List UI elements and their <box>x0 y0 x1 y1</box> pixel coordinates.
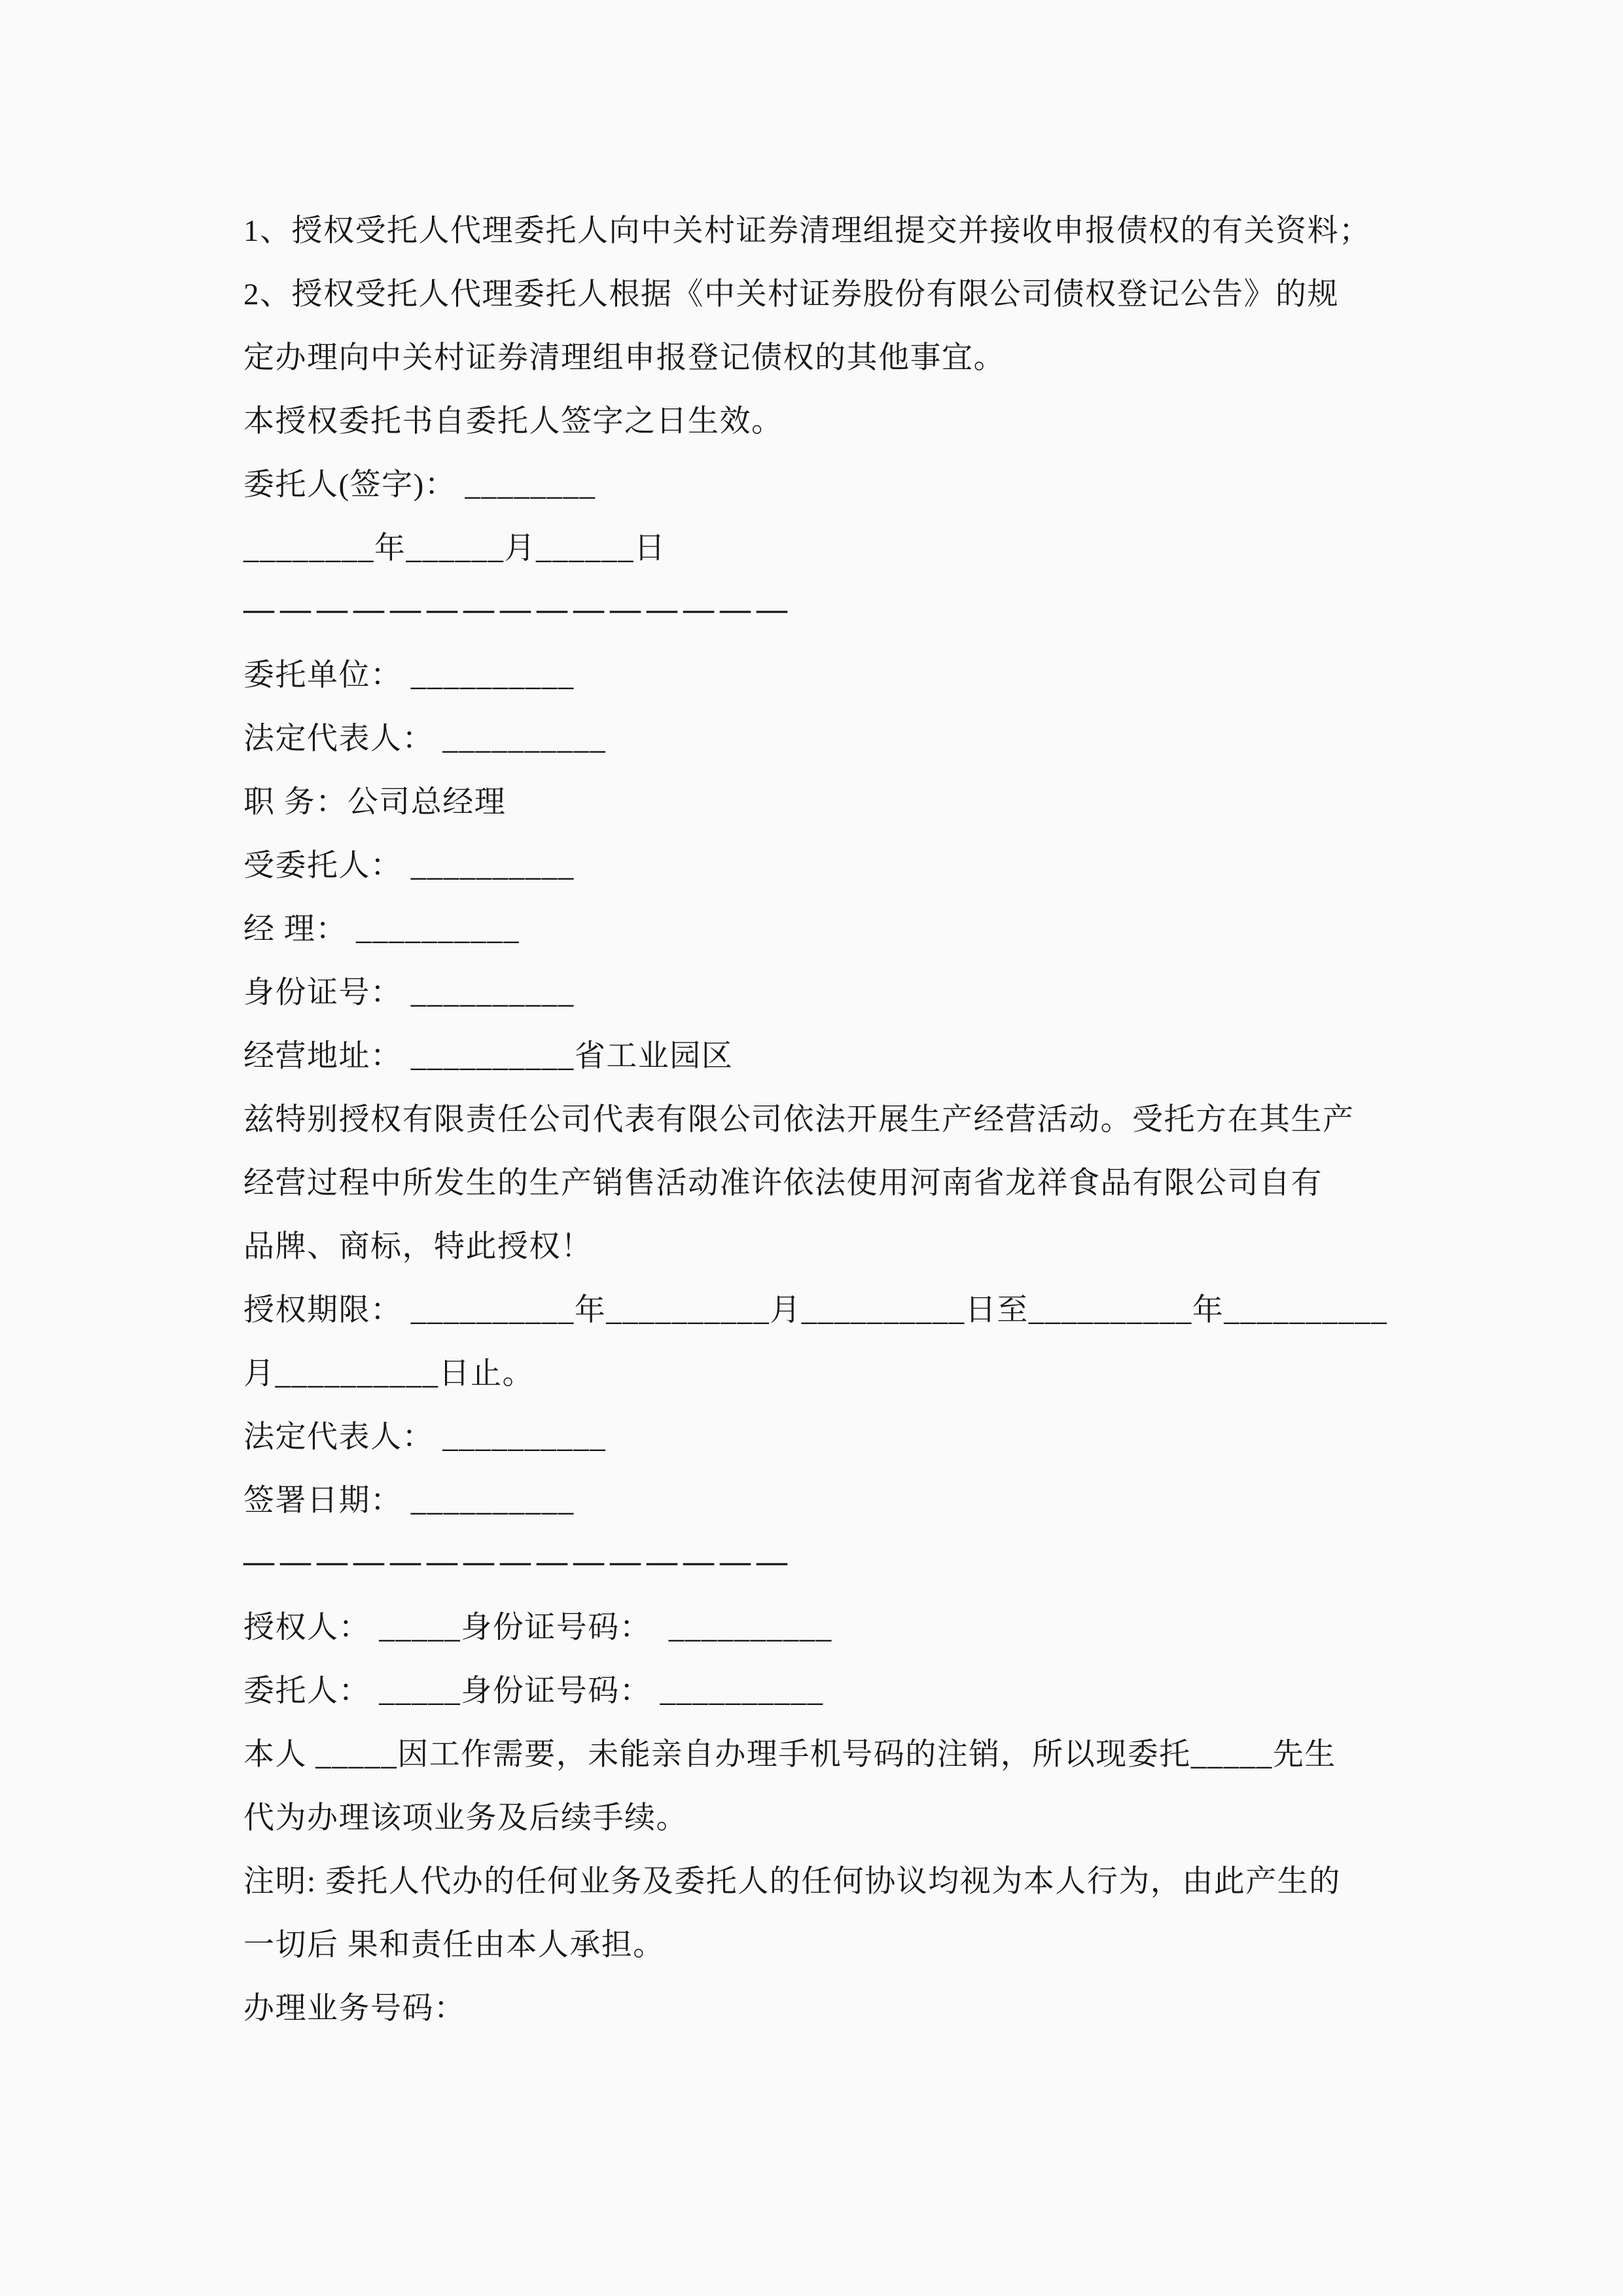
line-principal-signature-field: 委托人(签字)： ________ <box>243 468 596 502</box>
line-note-b: 一切后 果和责任由本人承担。 <box>243 1928 665 1962</box>
line-delegation-reason-b: 代为办理该项业务及后续手续。 <box>243 1801 688 1835</box>
line-note-a: 注明: 委托人代办的任何业务及委托人的任何协议均视为本人行为，由此产生的 <box>243 1865 1341 1899</box>
line-signing-date-field: 签署日期： __________ <box>243 1484 575 1518</box>
line-clause-2b: 定办理向中关村证券清理组申报登记债权的其他事宜。 <box>243 341 1005 375</box>
line-authorization-period-b: 月__________日止。 <box>243 1357 534 1391</box>
line-special-authorization-a: 兹特别授权有限责任公司代表有限公司依法开展生产经营活动。受托方在其生产 <box>243 1103 1355 1137</box>
line-delegation-reason-a: 本人 _____因工作需要，未能亲自办理手机号码的注销，所以现委托_____先生 <box>243 1738 1336 1772</box>
line-date-blank-field: ________年______月______日 <box>243 531 666 565</box>
document-body <box>243 196 1402 2037</box>
line-special-authorization-b: 经营过程中所发生的生产销售活动准许依法使用河南省龙祥食品有限公司自有 <box>243 1166 1323 1200</box>
line-principal-id-field: 委托人： _____身份证号码： __________ <box>243 1674 824 1708</box>
line-clause-1: 1、授权受托人代理委托人向中关村证券清理组提交并接收申报债权的有关资料； <box>243 214 1371 248</box>
line-special-authorization-c: 品牌、商标，特此授权！ <box>243 1230 593 1264</box>
line-position: 职 务：公司总经理 <box>243 785 507 819</box>
line-effective-note: 本授权委托书自委托人签字之日生效。 <box>243 404 783 439</box>
line-business-number-label: 办理业务号码： <box>243 1992 466 2026</box>
line-legal-representative-field-1: 法定代表人： __________ <box>243 722 607 756</box>
line-trustee-field: 受委托人： __________ <box>243 849 575 883</box>
line-manager-field: 经 理： __________ <box>243 912 520 946</box>
line-id-number-field: 身份证号： __________ <box>243 976 575 1010</box>
line-business-address-field: 经营地址： __________省工业园区 <box>243 1039 734 1073</box>
line-legal-representative-field-2: 法定代表人： __________ <box>243 1420 607 1454</box>
line-clause-2a: 2、授权受托人代理委托人根据《中关村证券股份有限公司债权登记公告》的规 <box>243 278 1339 312</box>
section-divider-1: ——————————————— <box>243 592 793 626</box>
section-divider-2: ——————————————— <box>243 1544 793 1579</box>
line-authorization-period-a: 授权期限： __________年__________月__________日至__________年__________ <box>243 1293 1388 1327</box>
line-authorizer-id-field: 授权人： _____身份证号码： __________ <box>243 1611 832 1645</box>
line-entrusting-unit-field: 委托单位： __________ <box>243 658 575 692</box>
